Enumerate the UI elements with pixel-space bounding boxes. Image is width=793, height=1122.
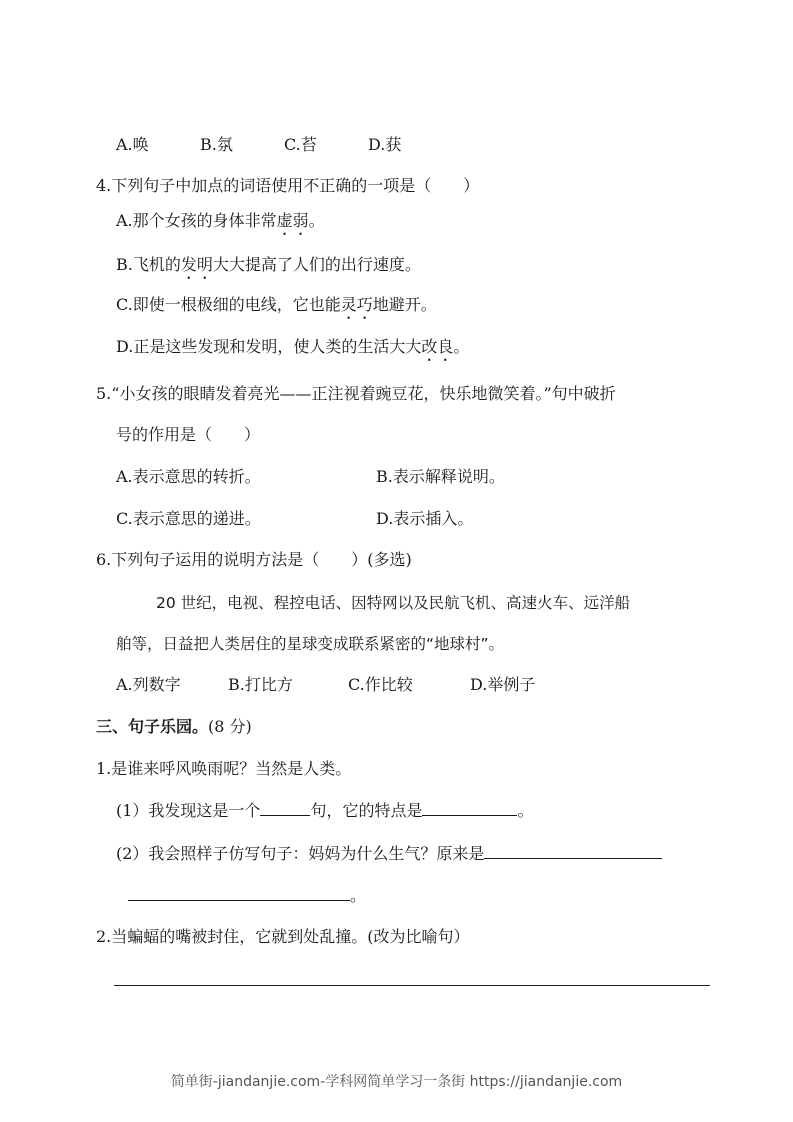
q5-option-c: C.表示意思的递进。 [116,509,261,528]
q4-option-b [116,254,421,283]
section-3-score: (8 分) [208,717,252,736]
q3-option-c: C.苔 [284,135,317,154]
q6-stem: 6.下列句子运用的说明方法是（ ）(多选) [96,550,412,569]
s2-stem: 2.当蝙蝠的嘴被封住，它就到处乱撞。(改为比喻句） [96,927,470,946]
q6-option-a: A.列数字 [116,675,181,694]
q4-a-dotted-word: 虚弱 [276,211,309,230]
q3-option-b: B.氛 [200,135,233,154]
s1-blank-imitate-2[interactable] [128,884,350,901]
q4-d-end: 。 [453,337,470,356]
q4-a-text: A.那个女孩的身体非常 [116,211,277,230]
s1-part2-continued [128,884,366,907]
q5-option-a: A.表示意思的转折。 [116,467,261,486]
s2-answer-line[interactable] [114,985,710,986]
s1-part1-text-a: (1）我发现这是一个 [116,801,261,820]
s1-blank-feature[interactable] [422,799,517,816]
q4-b-end: 大大提高了人们的出行速度。 [212,255,421,274]
page-footer: 简单街-jiandanjie.com-学科网简单学习一条街 https://jiandanjie.com [170,1074,623,1090]
q4-stem: 4.下列句子中加点的词语使用不正确的一项是（ ） [96,176,480,195]
s1-blank-imitate-1[interactable] [484,842,662,859]
s1-blank-type[interactable] [260,799,310,816]
s1-part2-text: (2）我会照样子仿写句子：妈妈为什么生气？原来是 [116,844,485,863]
s1-stem: 1.是谁来呼风唤雨呢？当然是人类。 [96,759,352,778]
section-3-heading [96,716,252,738]
q4-d-dotted-word: 改良 [421,337,454,356]
q6-option-d: D.举例子 [470,675,536,694]
q4-option-d [116,336,469,365]
s1-part2 [116,842,662,865]
q5-stem-line2: 号的作用是（ ） [116,425,261,444]
q4-c-dotted-word: 灵巧 [340,295,373,314]
q5-option-b: B.表示解释说明。 [376,467,505,486]
q6-option-c: C.作比较 [348,675,413,694]
q3-option-d: D.获 [368,135,402,154]
q4-c-end: 地避开。 [372,295,437,314]
q5-stem-line1: 5.“小女孩的眼睛发着亮光——正注视着豌豆花，快乐地微笑着。”句中破折 [96,384,616,403]
q4-c-text: C.即使一根极细的电线，它也能 [116,295,341,314]
q6-passage-line1: 20 世纪，电视、程控电话、因特网以及民航飞机、高速火车、远洋船 [156,594,631,612]
s1-part2-end: 。 [350,886,367,905]
q5-option-d: D.表示插入。 [376,509,474,528]
s1-part1-text-c: 。 [517,801,534,820]
q4-b-dotted-word: 发明 [180,255,213,274]
q6-passage-line2: 舶等，日益把人类居住的星球变成联系紧密的“地球村”。 [116,635,505,653]
q6-option-b: B.打比方 [228,675,293,694]
q4-option-a [116,210,325,239]
s1-part1 [116,799,533,822]
s1-part1-text-b: 句，它的特点是 [310,801,423,820]
section-3-title: 三、句子乐园。 [96,717,209,736]
q4-option-c [116,294,437,323]
q3-option-a: A.唤 [116,135,149,154]
q4-d-text: D.正是这些发现和发明，使人类的生活大大 [116,337,422,356]
q4-a-end: 。 [308,211,325,230]
q4-b-text: B.飞机的 [116,255,181,274]
